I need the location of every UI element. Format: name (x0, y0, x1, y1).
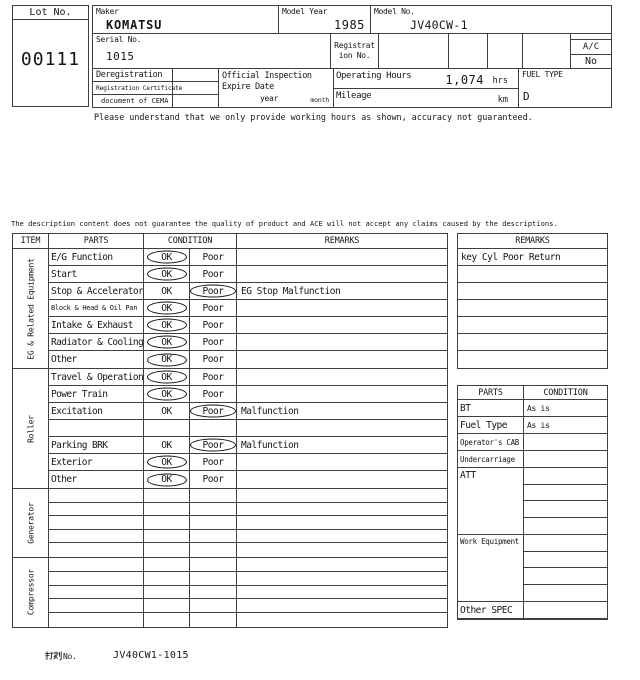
remarks-row (458, 351, 607, 368)
remark-text (237, 572, 447, 585)
spec-condition-cell (524, 485, 607, 502)
condition-ok-cell (144, 351, 190, 368)
condition-ok-label: OK (161, 371, 172, 383)
condition-poor-cell (190, 300, 237, 316)
operating-hours-row (334, 69, 518, 89)
condition-poor-label: Poor (202, 388, 224, 400)
remark-text (237, 249, 447, 265)
spec-row (458, 400, 607, 417)
remarks-row (458, 317, 607, 334)
part-name (49, 489, 144, 502)
condition-poor-label: Poor (202, 285, 224, 297)
part-name (49, 503, 144, 516)
remark-text (237, 543, 447, 557)
condition-poor-cell (190, 489, 237, 502)
table-row (49, 599, 447, 613)
circle-mark (147, 371, 187, 384)
official-inspection-cell (219, 69, 334, 107)
remarks-row: key Cyl Poor Return (458, 249, 607, 266)
lot-number-value: 00111 (20, 49, 81, 70)
part-name: Exterior (49, 454, 144, 470)
condition-poor-cell (190, 503, 237, 516)
condition-ok-cell (144, 599, 190, 612)
remarks-row (458, 300, 607, 317)
model-no-cell (371, 6, 611, 33)
part-name (49, 530, 144, 543)
condition-poor-cell (190, 599, 237, 612)
condition-poor-cell (190, 516, 237, 529)
stamp-no-label-latin: No. (63, 651, 77, 661)
table-row (49, 266, 447, 283)
spec-panel-body (458, 400, 607, 619)
part-name: Power Train (49, 386, 144, 402)
circle-mark (147, 251, 187, 264)
model-year-cell (279, 6, 371, 33)
group-rows (49, 558, 447, 627)
remark-text (237, 317, 447, 333)
condition-poor-cell (190, 586, 237, 599)
spec-condition-subrows (524, 535, 607, 601)
group-label-cell (13, 249, 49, 368)
condition-ok-cell (144, 283, 190, 299)
header-row-2 (93, 34, 611, 69)
remarks-column-header: REMARKS (324, 236, 360, 246)
condition-ok-label: OK (161, 439, 172, 451)
condition-poor-label: Poor (202, 268, 224, 280)
remark-text: EG Stop Malfunction (241, 285, 341, 297)
condition-ok-cell (144, 249, 190, 265)
condition-poor-cell (190, 613, 237, 627)
condition-poor-label: Poor (202, 405, 224, 417)
spec-condition-cell (524, 585, 607, 602)
year-label: year (260, 94, 279, 104)
spec-condition-cell (524, 568, 607, 585)
remark-text (237, 530, 447, 543)
part-name: Stop & Accelerator (49, 283, 144, 299)
fuel-type-cell (519, 69, 611, 107)
ac-box (571, 39, 611, 68)
lot-number-label: Lot No. (13, 6, 88, 20)
hours-mileage-cell (334, 69, 519, 107)
condition-ok-cell (144, 613, 190, 627)
remarks-row (458, 283, 607, 300)
remark-text (237, 454, 447, 470)
table-row (49, 386, 447, 403)
remark-text (237, 300, 447, 316)
spec-part-name: ATT (458, 468, 524, 534)
table-row (49, 558, 447, 572)
condition-poor-cell (190, 266, 237, 282)
group-name: Roller (26, 414, 35, 443)
table-row (49, 351, 447, 368)
condition-poor-cell (190, 403, 237, 419)
table-row (49, 586, 447, 600)
part-name (49, 586, 144, 599)
circle-mark (147, 473, 187, 486)
part-name: Block & Head & Oil Pan (49, 300, 144, 316)
table-row (49, 543, 447, 557)
condition-poor-cell (190, 386, 237, 402)
remarks-panel-header: REMARKS (458, 234, 607, 249)
spec-condition-cell (524, 501, 607, 518)
spec-parts-header: PARTS (458, 386, 524, 399)
condition-poor-cell (190, 558, 237, 571)
condition-ok-label: OK (161, 405, 172, 417)
spec-row (458, 451, 607, 468)
spec-condition-cell: As is (527, 403, 550, 413)
group-label-cell (13, 558, 49, 627)
spec-part-name: Work Equipment (458, 535, 524, 601)
spec-condition-cell (524, 535, 607, 552)
deregistration-label: Deregistration (93, 69, 173, 81)
part-name: Other (49, 471, 144, 488)
hours-unit: hrs (492, 76, 508, 86)
remark-text: Malfunction (241, 405, 299, 417)
remark-text: Malfunction (241, 439, 299, 451)
circle-mark (147, 302, 187, 315)
condition-poor-label: Poor (202, 354, 224, 365)
spec-part-name: Fuel Type (458, 417, 524, 433)
table-row (49, 613, 447, 627)
serial-no-value: 1015 (106, 50, 135, 63)
condition-poor-cell (190, 334, 237, 350)
serial-no-cell (93, 34, 331, 68)
condition-poor-label: Poor (202, 319, 224, 331)
spec-condition-cell (524, 434, 607, 450)
group-name: Compressor (26, 569, 35, 616)
official-inspection-label-line2: Expire Date (222, 82, 274, 93)
circle-mark (147, 456, 187, 469)
condition-ok-cell (144, 558, 190, 571)
condition-ok-cell (144, 572, 190, 585)
table-row (49, 300, 447, 317)
table-row (49, 334, 447, 351)
model-year-label: Model Year (282, 7, 328, 16)
table-row (49, 516, 447, 530)
part-name: Parking BRK (49, 437, 144, 453)
condition-ok-cell (144, 586, 190, 599)
condition-poor-cell (190, 454, 237, 470)
item-column-header: ITEM (13, 234, 49, 248)
circle-mark (190, 405, 236, 418)
table-row (49, 437, 447, 454)
remarks-row (458, 266, 607, 283)
stamp-no-label (45, 651, 77, 661)
stamp-no-value: JV40CW1-1015 (113, 650, 189, 661)
spec-row (458, 434, 607, 451)
maker-label: Maker (96, 7, 119, 16)
empty-cell (488, 34, 523, 68)
spec-part-name: Operator's CAB (458, 434, 524, 450)
remark-text (237, 599, 447, 612)
condition-ok-cell (144, 334, 190, 350)
spec-condition-cell (524, 518, 607, 535)
table-row (49, 454, 447, 471)
remark-text (237, 334, 447, 350)
spec-block (458, 535, 607, 602)
spec-condition-cell: As is (527, 420, 550, 430)
table-row (49, 317, 447, 334)
registration-certificate-label: Registration Certificate (93, 82, 173, 94)
parts-group (13, 249, 447, 369)
operating-hours-value: 1,074 (445, 73, 484, 87)
condition-poor-label: Poor (202, 251, 224, 263)
spec-block (458, 468, 607, 535)
fuel-type-value: D (523, 90, 530, 103)
remark-text (237, 369, 447, 385)
serial-no-label: Serial No. (96, 35, 142, 44)
inspection-table-header (13, 234, 447, 249)
condition-column-header: CONDITION (144, 234, 237, 248)
part-name (49, 572, 144, 585)
table-row (49, 369, 447, 386)
remark-text (237, 503, 447, 516)
table-row (49, 471, 447, 488)
deregistration-block (93, 69, 219, 107)
condition-poor-cell (190, 351, 237, 368)
spec-part-name: Other SPEC (458, 602, 524, 618)
remark-text (237, 386, 447, 402)
spec-condition-cell (524, 602, 607, 618)
group-rows (49, 369, 447, 488)
part-name: Other (49, 351, 144, 368)
registration-no-field (379, 34, 449, 68)
condition-poor-label: Poor (202, 302, 224, 314)
condition-ok-label: OK (161, 388, 172, 400)
condition-ok-cell (144, 489, 190, 502)
remarks-panel-body (458, 249, 607, 368)
dakoku-kanji-icon (45, 651, 62, 661)
remark-text (237, 351, 447, 368)
spec-part-name: BT (458, 400, 524, 416)
condition-poor-cell (190, 283, 237, 299)
inspection-table-body (13, 249, 447, 627)
mileage-row (334, 89, 518, 107)
condition-ok-cell (144, 471, 190, 488)
ac-label: A/C (571, 40, 611, 55)
cema-document-label: document of CEMA (93, 95, 173, 107)
circle-mark (147, 353, 187, 366)
spec-condition-header: CONDITION (543, 387, 588, 398)
circle-mark (190, 285, 236, 298)
part-name: Start (49, 266, 144, 282)
lot-number-box (12, 5, 89, 107)
table-row (49, 420, 447, 437)
condition-poor-label: Poor (202, 439, 224, 451)
header-row-3 (93, 69, 611, 107)
remark-text (237, 471, 447, 488)
condition-poor-cell (190, 317, 237, 333)
condition-poor-label: Poor (202, 456, 224, 468)
remarks-panel (457, 233, 608, 369)
condition-poor-cell (190, 437, 237, 453)
model-no-label: Model No. (374, 7, 415, 16)
parts-group (13, 369, 447, 489)
condition-poor-label: Poor (202, 474, 224, 485)
condition-ok-cell (144, 420, 190, 436)
condition-ok-label: OK (161, 319, 172, 331)
registration-no-label: Registration No. (331, 34, 379, 68)
condition-poor-cell (190, 572, 237, 585)
deregistration-row (93, 69, 218, 82)
spec-panel-header (458, 386, 607, 400)
condition-poor-cell (190, 471, 237, 488)
condition-poor-cell (190, 369, 237, 385)
circle-mark (147, 268, 187, 281)
group-rows (49, 249, 447, 368)
group-name: Generator (26, 502, 35, 544)
spec-row (458, 602, 607, 619)
condition-poor-label: Poor (202, 336, 224, 348)
machine-header-block (92, 5, 612, 108)
condition-ok-cell (144, 403, 190, 419)
condition-ok-cell (144, 300, 190, 316)
condition-ok-cell (144, 516, 190, 529)
spec-condition-cell (524, 451, 607, 467)
table-row (49, 572, 447, 586)
condition-ok-label: OK (161, 354, 172, 365)
condition-ok-label: OK (161, 336, 172, 348)
part-name: E/G Function (49, 249, 144, 265)
condition-ok-label: OK (161, 285, 172, 297)
spec-panel (457, 385, 608, 620)
condition-ok-label: OK (161, 302, 172, 314)
condition-poor-cell (190, 530, 237, 543)
condition-ok-cell (144, 386, 190, 402)
remarks-row (458, 334, 607, 351)
condition-ok-cell (144, 437, 190, 453)
remark-text (237, 266, 447, 282)
condition-ok-cell (144, 503, 190, 516)
month-label: month (310, 96, 329, 105)
table-row (49, 489, 447, 503)
header-row-1 (93, 6, 611, 34)
condition-ok-cell (144, 530, 190, 543)
fuel-type-label: FUEL TYPE (522, 70, 563, 79)
spec-condition-cell (524, 468, 607, 485)
group-label-cell (13, 489, 49, 557)
remark-text (237, 558, 447, 571)
parts-column-header: PARTS (49, 234, 144, 248)
ac-cell (571, 34, 611, 68)
mileage-unit: km (497, 95, 508, 105)
condition-ok-label: OK (161, 251, 172, 263)
group-label-cell (13, 369, 49, 488)
table-row (49, 283, 447, 300)
official-inspection-label-line1: Official Inspection (222, 71, 312, 81)
ac-value: No (584, 56, 598, 67)
part-name (49, 613, 144, 627)
condition-ok-cell (144, 454, 190, 470)
part-name: Travel & Operation (49, 369, 144, 385)
condition-poor-label: Poor (202, 371, 224, 383)
remark-text (237, 420, 447, 436)
deregistration-check-cell (173, 69, 218, 81)
empty-cell (449, 34, 488, 68)
spec-condition-cell (524, 552, 607, 569)
working-hours-notice: Please understand that we only provide working hours as shown, accuracy not guaranteed. (94, 112, 533, 122)
mileage-label: Mileage (336, 91, 372, 101)
part-name (49, 420, 144, 436)
condition-ok-label: OK (161, 474, 172, 485)
condition-ok-cell (144, 317, 190, 333)
circle-mark (147, 319, 187, 332)
part-name (49, 516, 144, 529)
empty-cell (523, 34, 571, 68)
remark-text (237, 586, 447, 599)
registration-certificate-check-cell (173, 82, 218, 94)
table-row (49, 249, 447, 266)
circle-mark (147, 388, 187, 401)
circle-mark (147, 336, 187, 349)
model-year-value: 1985 (334, 18, 365, 32)
cema-document-check-cell (173, 95, 218, 107)
spec-condition-subrows (524, 468, 607, 534)
inspection-table (12, 233, 448, 628)
spec-row (458, 417, 607, 434)
condition-poor-cell (190, 420, 237, 436)
part-name: Excitation (49, 403, 144, 419)
remark-text (237, 516, 447, 529)
part-name (49, 558, 144, 571)
cema-document-row (93, 95, 218, 107)
parts-group (13, 558, 447, 627)
condition-poor-cell (190, 543, 237, 557)
maker-cell (93, 6, 279, 33)
parts-group (13, 489, 447, 558)
table-row (49, 503, 447, 517)
description-disclaimer: The description content does not guarantee the quality of product and ACE will not accept any claims caused by the descriptions. (11, 219, 558, 228)
registration-certificate-row (93, 82, 218, 95)
part-name: Radiator & Cooling (49, 334, 144, 350)
operating-hours-label: Operating Hours (336, 71, 412, 81)
condition-ok-cell (144, 266, 190, 282)
table-row (49, 403, 447, 420)
part-name: Intake & Exhaust (49, 317, 144, 333)
group-rows (49, 489, 447, 557)
maker-value: KOMATSU (106, 18, 163, 32)
part-name (49, 599, 144, 612)
remark-text (237, 613, 447, 627)
remark-text (237, 489, 447, 502)
condition-poor-cell (190, 249, 237, 265)
model-no-value: JV40CW-1 (410, 18, 468, 32)
condition-ok-cell (144, 369, 190, 385)
spec-part-name: Undercarriage (458, 451, 524, 467)
condition-ok-label: OK (161, 268, 172, 280)
group-name: EG & Related Equipment (26, 257, 35, 360)
condition-ok-cell (144, 543, 190, 557)
condition-ok-label: OK (161, 456, 172, 468)
circle-mark (190, 439, 236, 452)
part-name (49, 543, 144, 557)
table-row (49, 530, 447, 544)
